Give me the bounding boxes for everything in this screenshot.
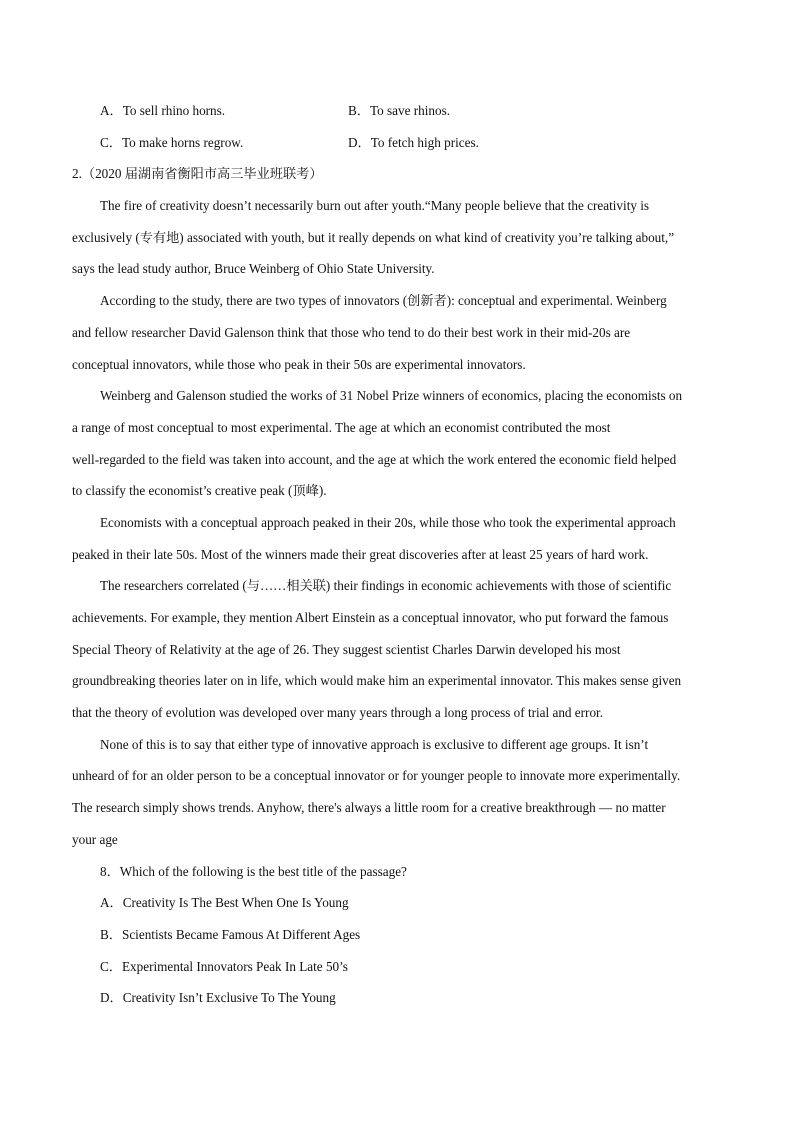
question-stem: 8．Which of the following is the best title of the passage? [100,863,407,879]
passage-line: a range of most conceptual to most experimental. The age at which an economist contributed the most [72,419,611,435]
prev-option-b: B．To save rhinos. [348,103,451,118]
passage [72,192,722,857]
passage-line: exclusively (专有地) associated with youth, but it really depends on what kind of creativity you’re talking about,” [72,229,675,245]
passage-line: None of this is to say that either type of innovative approach is exclusive to different age groups. It isn’t [100,736,649,752]
passage-line: your age [72,831,118,847]
passage-line: peaked in their late 50s. Most of the winners made their great discoveries after at least 25 years of hard work. [72,546,649,562]
question-option-d: D．Creativity Isn’t Exclusive To The Young [100,990,336,1006]
passage-line: groundbreaking theories later on in life, which would make him an experimental innovator. This makes sense given [72,673,682,689]
passage-line: Weinberg and Galenson studied the works of 31 Nobel Prize winners of economics, placing the economists on [100,388,683,404]
question-option-a: A．Creativity Is The Best When One Is Young [100,895,349,911]
prev-options-row-1 [72,97,722,129]
question-option-c: C．Experimental Innovators Peak In Late 50’s [100,958,348,974]
passage-line: says the lead study author, Bruce Weinberg of Ohio State University. [72,261,435,277]
passage-line: The research simply shows trends. Anyhow, there's always a little room for a creative breakthrough — no matter [72,800,666,816]
passage-line: The fire of creativity doesn’t necessarily burn out after youth.“Many people believe that the creativity is [100,198,650,214]
passage-line: According to the study, there are two types of innovators (创新者): conceptual and experimental. Weinberg [100,293,667,309]
prev-option-d: D．To fetch high prices. [348,134,479,150]
question-option-b: B．Scientists Became Famous At Different Ages [100,926,361,942]
passage-line: that the theory of evolution was developed over many years through a long process of trial and error. [72,705,604,721]
passage-line: conceptual innovators, while those who peak in their 50s are experimental innovators. [72,356,526,372]
passage-line: to classify the economist’s creative peak (顶峰). [72,483,327,499]
prev-option-a: A．To sell rhino horns. [100,103,226,118]
passage-line: Special Theory of Relativity at the age of 26. They suggest scientist Charles Darwin developed his most [72,641,621,657]
source-line: 2.（2020 届湖南省衡阳市高三毕业班联考） [72,166,323,182]
passage-line: well-regarded to the field was taken into account, and the age at which the work entered the economic field helped [72,451,677,467]
passage-line: and fellow researcher David Galenson think that those who tend to do their best work in their mid-20s are [72,324,631,340]
prev-options-row-2 [72,129,722,161]
passage-line: unheard of for an older person to be a conceptual innovator or for younger people to innovate more experimentally. [72,768,681,784]
passage-line: achievements. For example, they mention Albert Einstein as a conceptual innovator, who put forward the famous [72,610,669,625]
passage-line: The researchers correlated (与……相关联) their findings in economic achievements with those of scientific [100,578,672,594]
document-page [72,97,722,1016]
prev-option-c: C．To make horns regrow. [100,134,244,150]
question-block [72,858,722,1016]
passage-line: Economists with a conceptual approach peaked in their 20s, while those who took the experimental approach [100,514,676,530]
